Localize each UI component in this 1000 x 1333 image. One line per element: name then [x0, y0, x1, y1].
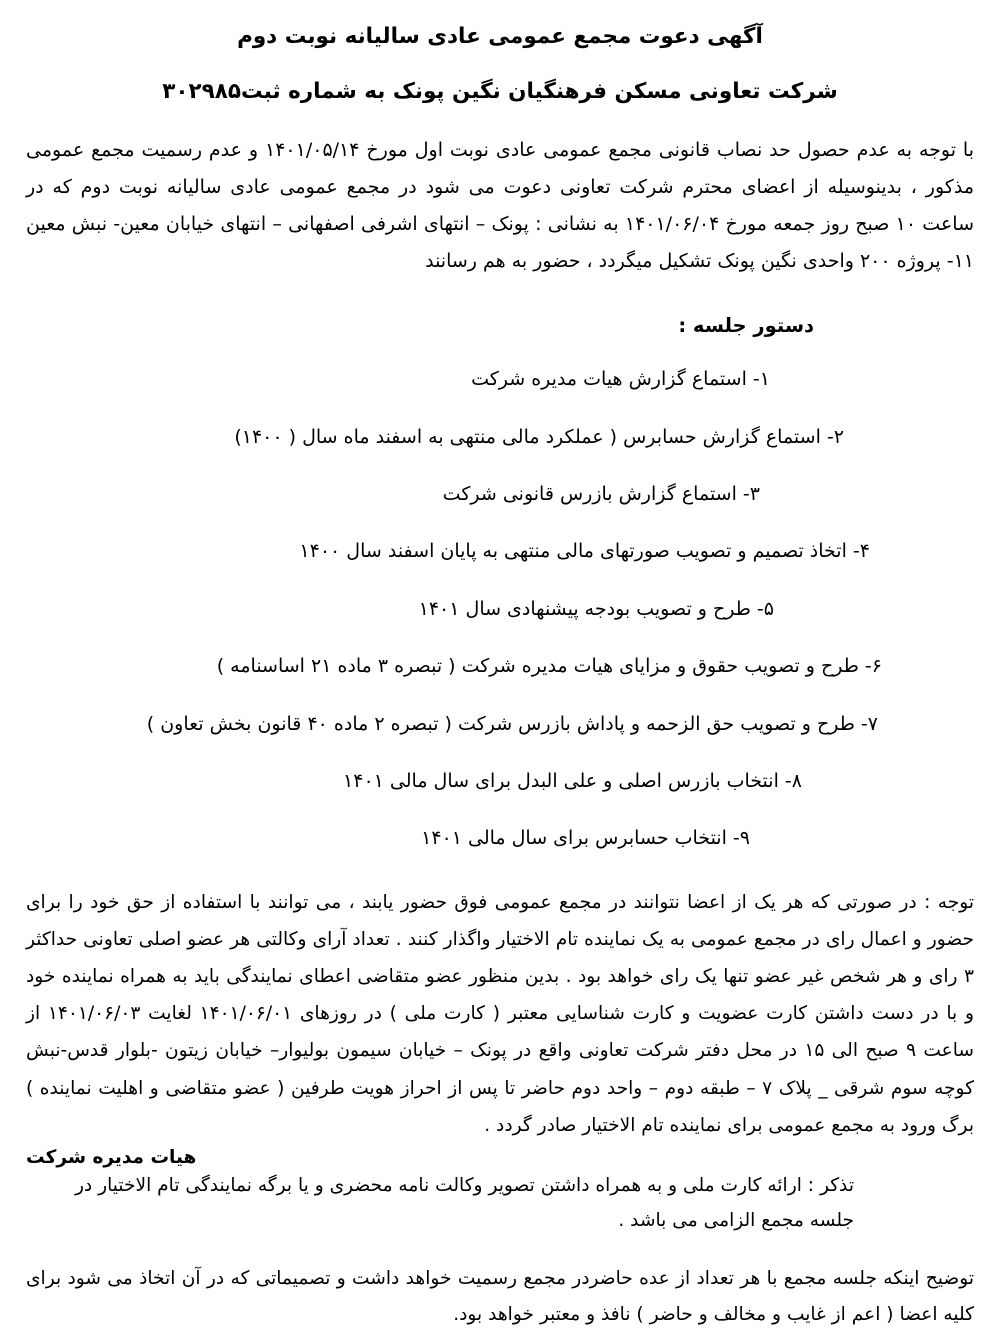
agenda-item-number: ۹-	[732, 827, 750, 850]
agenda-item-label: طرح و تصویب حقوق و مزایای هیات مدیره شرکت ( تبصره ۳ ماده ۲۱ اساسنامه )	[216, 655, 859, 678]
agenda-item-number: ۲-	[826, 425, 844, 448]
agenda-item-number: ۷-	[860, 712, 878, 735]
agenda-item-number: ۴-	[852, 540, 870, 563]
agenda-item	[26, 364, 974, 394]
agenda-item-label: استماع گزارش بازرس قانونی شرکت	[442, 483, 737, 505]
agenda-item	[26, 766, 974, 796]
agenda-item-number: ۱-	[752, 368, 770, 391]
agenda-item-label: اتخاذ تصمیم و تصویب صورتهای مالی منتهی به پایان اسفند سال ۱۴۰۰	[299, 540, 847, 563]
agenda-item-number: ۵-	[756, 597, 774, 620]
page-title-primary: آگهی دعوت مجمع عمومی عادی سالیانه نوبت دوم	[237, 24, 763, 49]
agenda-item	[26, 536, 974, 566]
agenda-list	[26, 364, 974, 854]
agenda-item	[26, 422, 974, 452]
agenda-item-label: انتخاب حسابرس برای سال مالی ۱۴۰۱	[421, 827, 727, 850]
agenda-item-label: طرح و تصویب حق الزحمه و پاداش بازرس شرکت ( تبصره ۲ ماده ۴۰ قانون بخش تعاون )	[146, 712, 855, 735]
agenda-item-label: طرح و تصویب بودجه پیشنهادی سال ۱۴۰۱	[418, 597, 751, 620]
note-paragraph: توجه : در صورتی که هر یک از اعضا نتوانند در مجمع عمومی فوق حضور یابند ، می توانند با استفاده از حق خود را برای حضور و اعمال رای در مجمع عمومی به یک نماینده تام الاختیار واگذار کنند . تعداد آرای وکالتی هر عضو اصلی تعاونی حداکثر ۳ رای و هر شخص غیر عضو تنها یک رای خواهد بود . بدین منظور عضو متقاضی اعطای نمایندگی باید به همراه نماینده خود و با در دست داشتن کارت عضویت و کارت شناسایی معتبر ( کارت ملی ) در روزهای ۱۴۰۱/۰۶/۰۱ لغایت ۱۴۰۱/۰۶/۰۳ از ساعت ۹ صبح الی ۱۵ در محل دفتر شرکت تعاونی واقع در پونک – خیابان سیمون بولیوار– خیابان زیتون -بلوار قدس-نبش کوچه سوم شرقی _ پلاک ۷ – طبقه دوم – واحد دوم حاضر تا پس از احراز هویت طرفین ( عضو متقاضی و اهلیت نماینده ) برگ ورود به مجمع عمومی برای نماینده تام الاختیار صادر گردد .	[26, 891, 974, 1136]
agenda-item-number: ۸-	[784, 769, 802, 792]
agenda-item	[26, 823, 974, 853]
agenda-item	[26, 709, 974, 739]
agenda-item-label: انتخاب بازرس اصلی و علی البدل برای سال مالی ۱۴۰۱	[343, 769, 779, 792]
agenda-item	[26, 479, 974, 509]
reminder-paragraph: تذکر : ارائه کارت ملی و به همراه داشتن تصویر وکالت نامه محضری و یا برگه نمایندگی تام الاختیار در جلسه مجمع الزامی می باشد .	[74, 1175, 854, 1232]
explanation-paragraph: توضیح اینکه جلسه مجمع با هر تعداد از عده حاضردر مجمع رسمیت خواهد داشت و تصمیماتی که در آن اتخاذ می شود برای کلیه اعضا ( اعم از غایب و مخالف و حاضر ) نافذ و معتبر خواهد بود.	[26, 1267, 974, 1325]
agenda-item-label: استماع گزارش حسابرس ( عملکرد مالی منتهی به اسفند ماه سال ( ۱۴۰۰)	[234, 425, 821, 448]
agenda-item-number: ۳-	[742, 483, 760, 505]
agenda-item-number: ۶-	[864, 655, 882, 678]
intro-paragraph: با توجه به عدم حصول حد نصاب قانونی مجمع عمومی عادی نوبت اول مورخ ۱۴۰۱/۰۵/۱۴ و عدم رسمیت مجمع عمومی مذکور ، بدینوسیله از اعضای محترم شرکت تعاونی دعوت می شود در مجمع عمومی عادی سالیانه نوبت دوم که در ساعت ۱۰ صبح روز جمعه مورخ ۱۴۰۱/۰۶/۰۴ به نشانی : پونک – انتهای اشرفی اصفهانی – انتهای خیابان معین- نبش معین ۱۱- پروژه ۲۰۰ واحدی نگین پونک تشکیل میگردد ، حضور به هم رسانند	[26, 139, 975, 273]
signature-board-of-directors: هیات مدیره شرکت	[26, 1147, 197, 1168]
page-title-secondary: شرکت تعاونی مسکن فرهنگیان نگین پونک به شماره ثبت۳۰۲۹۸۵	[162, 79, 838, 105]
agenda-item	[26, 594, 974, 624]
agenda-heading: دستور جلسه :	[678, 314, 814, 338]
agenda-item	[26, 651, 974, 681]
agenda-item-label: استماع گزارش هیات مدیره شرکت	[471, 368, 747, 391]
